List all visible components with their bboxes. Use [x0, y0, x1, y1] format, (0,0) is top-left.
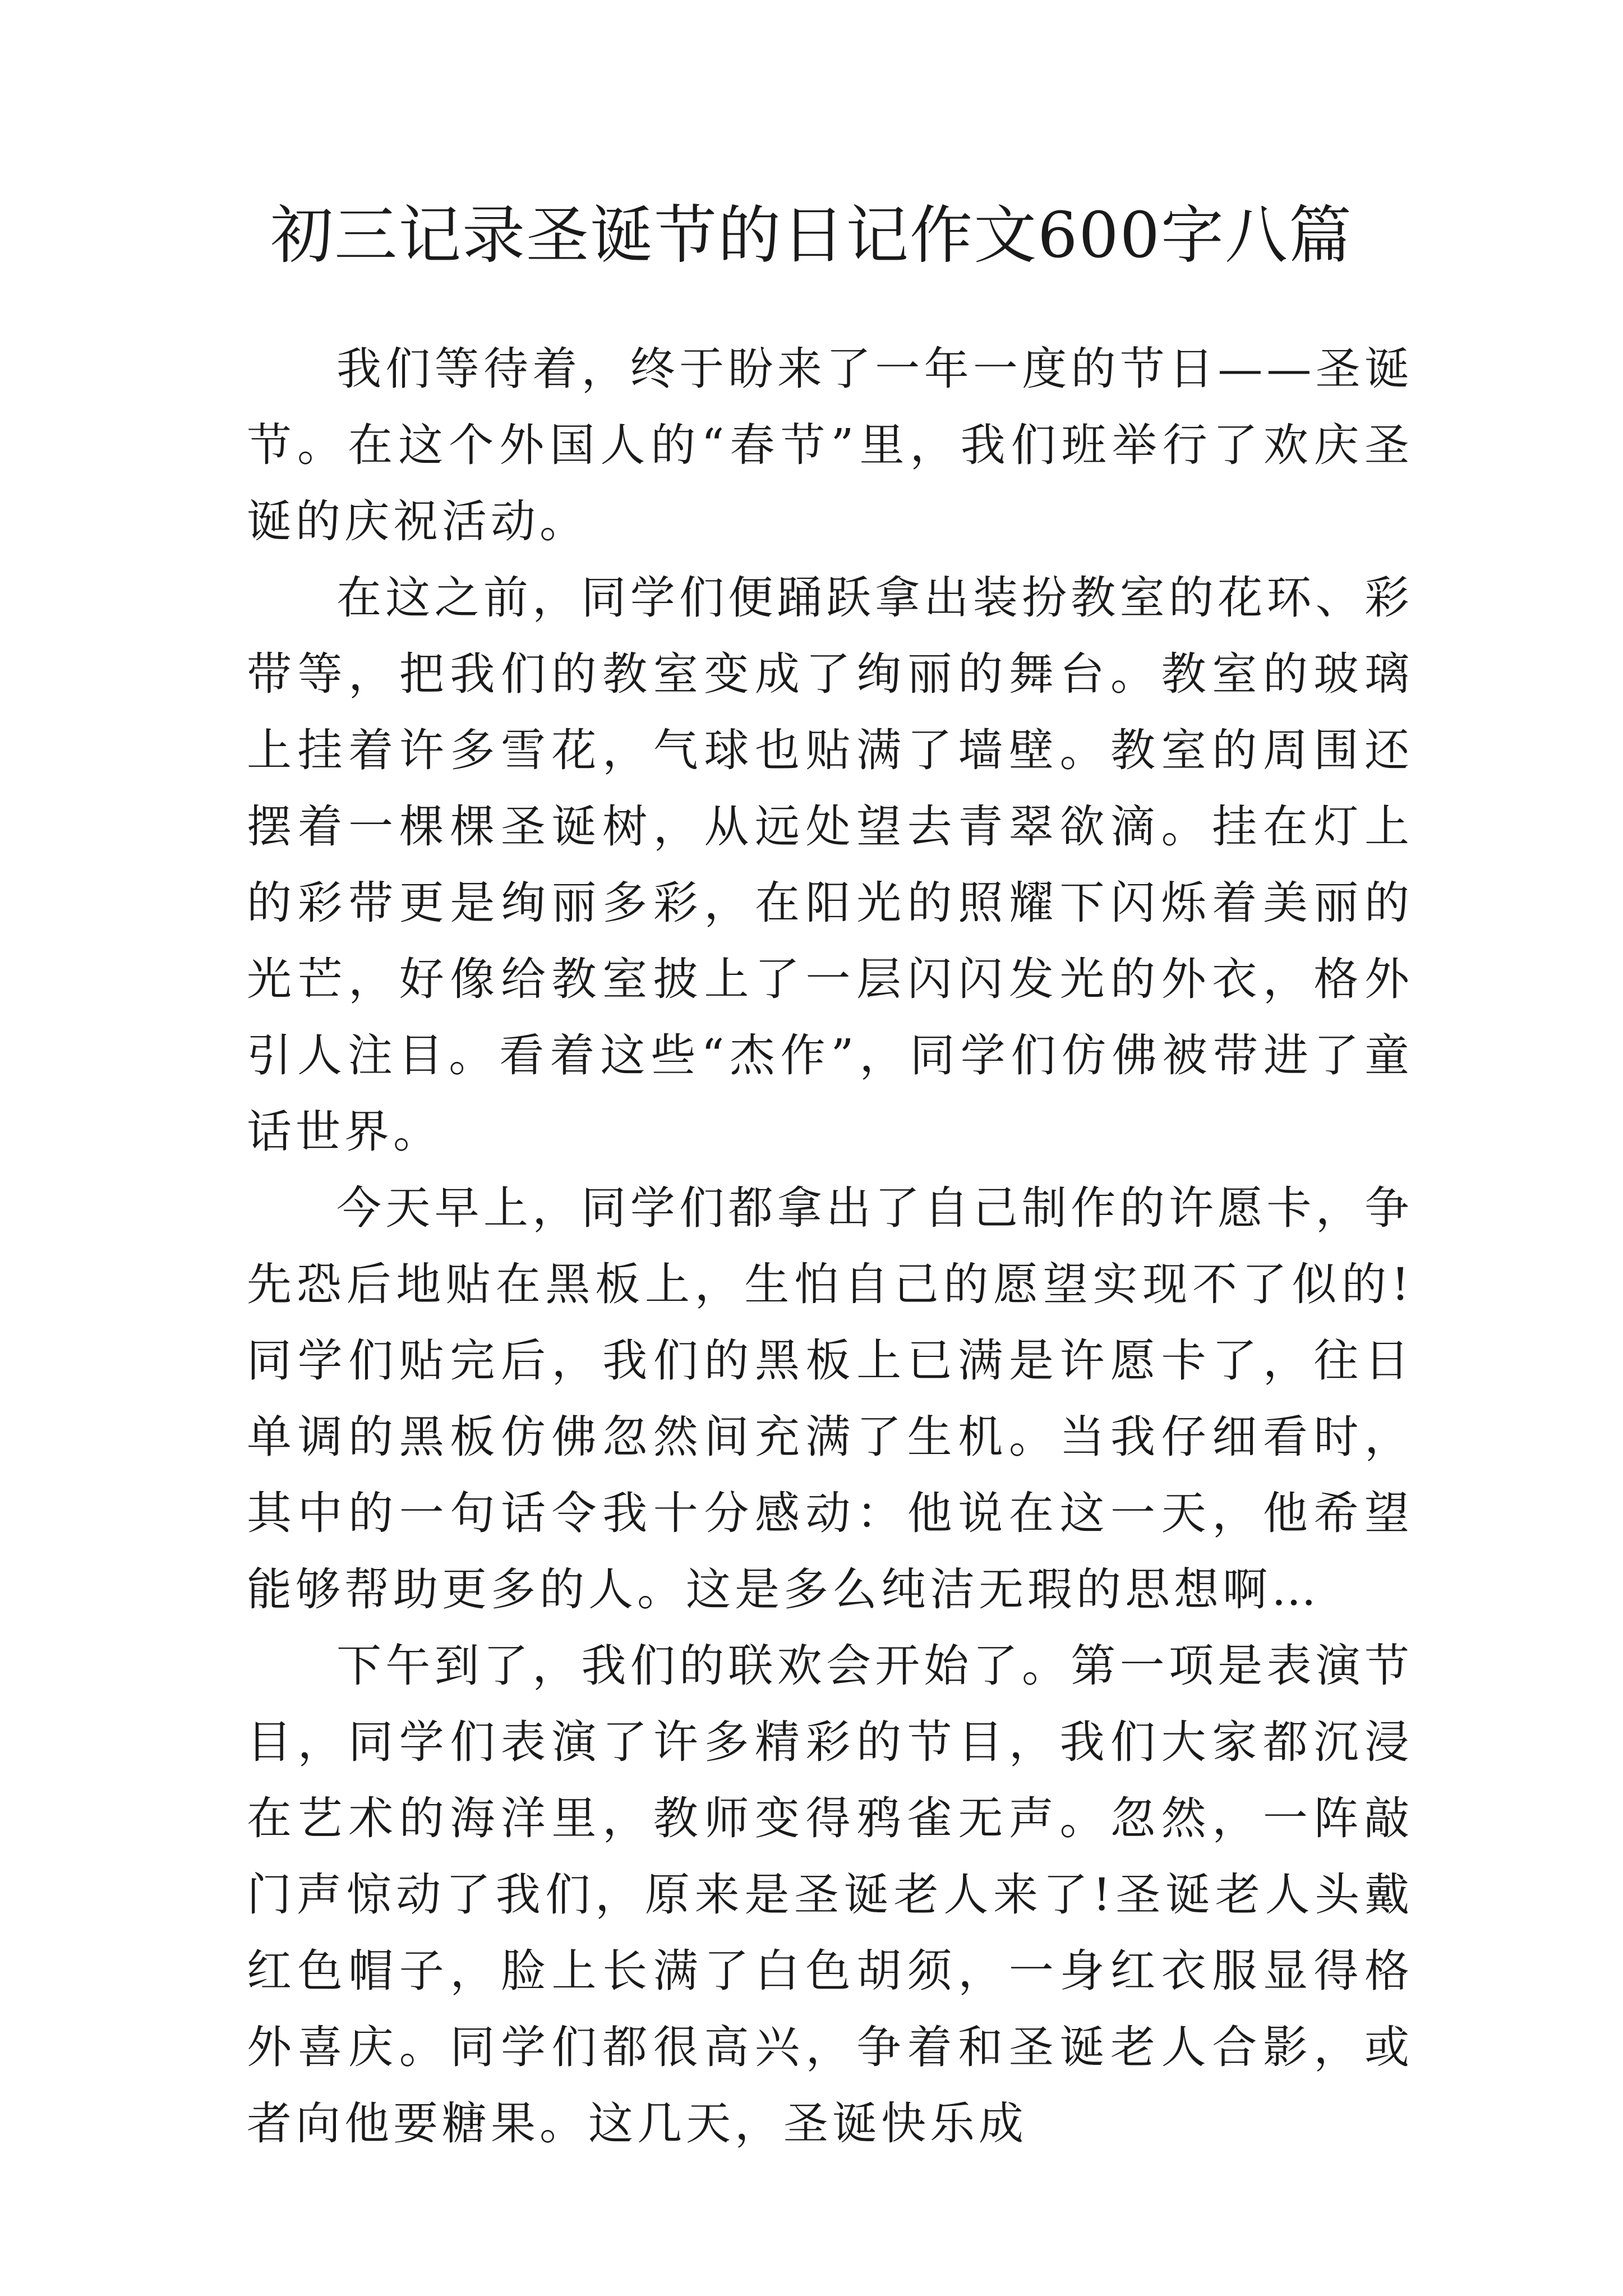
paragraph-4: 下午到了，我们的联欢会开始了。第一项是表演节目，同学们表演了许多精彩的节目，我们大家都沉浸在艺术的海洋里，教师变得鸦雀无声。忽然，一阵敲门声惊动了我们，原来是圣诞老人来了!圣诞老人头戴红色帽子，脸上长满了白色胡须，一身红衣服显得格外喜庆。同学们都很高兴，争着和圣诞老人合影，或者向他要糖果。这几天，圣诞快乐成: [247, 1640, 1413, 2150]
paragraph-2: 在这之前，同学们便踊跃拿出装扮教室的花环、彩带等，把我们的教室变成了绚丽的舞台。教室的玻璃上挂着许多雪花，气球也贴满了墙壁。教室的周围还摆着一棵棵圣诞树，从远处望去青翠欲滴。挂在灯上的彩带更是绚丽多彩，在阳光的照耀下闪烁着美丽的光芒，好像给教室披上了一层闪闪发光的外衣，格外引人注目。看着这些“杰作”，同学们仿佛被带进了童话世界。: [247, 572, 1413, 1158]
document-title: 初三记录圣诞节的日记作文600字八篇: [270, 199, 1353, 272]
paragraph-1: 我们等待着，终于盼来了一年一度的节日——圣诞节。在这个外国人的“春节”里，我们班举行了欢庆圣诞的庆祝活动。: [247, 343, 1413, 547]
paragraph-3: 今天早上，同学们都拿出了自己制作的许愿卡，争先恐后地贴在黑板上，生怕自己的愿望实现不了似的!同学们贴完后，我们的黑板上已满是许愿卡了，往日单调的黑板仿佛忽然间充满了生机。当我仔细看时，其中的一句话令我十分感动：他说在这一天，他希望能够帮助更多的人。这是多么纯洁无瑕的思想啊…: [247, 1182, 1413, 1616]
document-body: [247, 331, 1413, 2162]
